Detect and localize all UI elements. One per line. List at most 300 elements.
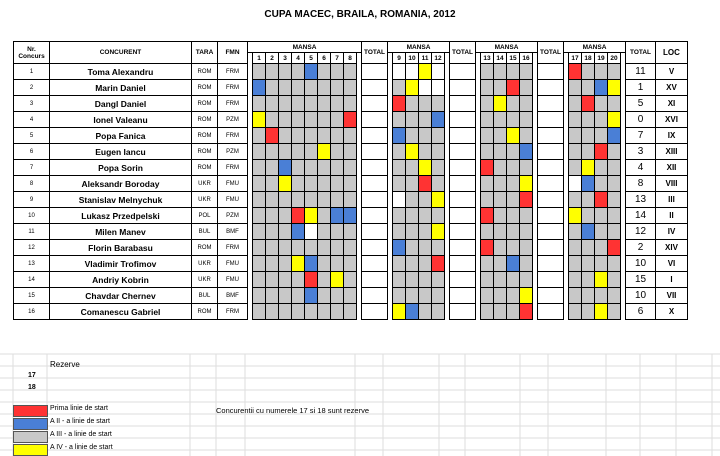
competitor-loc: XVI bbox=[656, 112, 688, 128]
group-total bbox=[450, 176, 476, 192]
heat-cell bbox=[266, 64, 279, 80]
competitor-tara: ROM bbox=[192, 128, 218, 144]
group-total bbox=[538, 240, 564, 256]
competitor-name: Milen Manev bbox=[50, 224, 192, 240]
competitor-total: 13 bbox=[626, 192, 656, 208]
row-nr: 11 bbox=[14, 224, 50, 240]
heat-cell bbox=[266, 240, 279, 256]
heat-cell bbox=[266, 112, 279, 128]
table-row bbox=[14, 160, 688, 176]
heat-cell bbox=[481, 112, 494, 128]
heat-cell bbox=[507, 128, 520, 144]
heat-cell bbox=[393, 288, 406, 304]
header-concurent: CONCURENT bbox=[50, 42, 192, 64]
competitor-name: Aleksandr Boroday bbox=[50, 176, 192, 192]
heat-cell bbox=[318, 128, 331, 144]
heat-cell bbox=[292, 112, 305, 128]
heat-cell bbox=[507, 240, 520, 256]
legend-label: A III - a linie de start bbox=[50, 431, 112, 438]
heat-cell bbox=[569, 64, 582, 80]
table-row bbox=[14, 96, 688, 112]
heat-cell bbox=[608, 272, 621, 288]
competitor-total: 2 bbox=[626, 240, 656, 256]
row-nr: 14 bbox=[14, 272, 50, 288]
group-total bbox=[450, 256, 476, 272]
heat-cell bbox=[266, 304, 279, 320]
heat-cell bbox=[318, 64, 331, 80]
heat-cell bbox=[279, 160, 292, 176]
competitor-total: 14 bbox=[626, 208, 656, 224]
heat-cell bbox=[393, 160, 406, 176]
group-total bbox=[538, 272, 564, 288]
heat-cell bbox=[507, 176, 520, 192]
competitor-loc: II bbox=[656, 208, 688, 224]
competitor-fmn: FMU bbox=[218, 256, 248, 272]
heat-cell bbox=[582, 144, 595, 160]
legend-swatch bbox=[13, 405, 48, 417]
heat-cell bbox=[595, 240, 608, 256]
heat-cell bbox=[292, 304, 305, 320]
group-total bbox=[538, 80, 564, 96]
heat-cell bbox=[569, 96, 582, 112]
competitor-total: 11 bbox=[626, 64, 656, 80]
heat-cell bbox=[318, 304, 331, 320]
header-mansa-number: 3 bbox=[279, 53, 292, 64]
heat-cell bbox=[419, 192, 432, 208]
legend-swatch bbox=[13, 418, 48, 430]
header-mansa-number: 6 bbox=[318, 53, 331, 64]
table-row bbox=[14, 192, 688, 208]
heat-cell bbox=[253, 64, 266, 80]
row-nr: 7 bbox=[14, 160, 50, 176]
competitor-tara: UKR bbox=[192, 176, 218, 192]
group-total bbox=[538, 176, 564, 192]
competitor-total: 0 bbox=[626, 112, 656, 128]
competitor-total: 6 bbox=[626, 304, 656, 320]
group-total bbox=[450, 272, 476, 288]
group-total bbox=[538, 288, 564, 304]
group-total bbox=[538, 96, 564, 112]
group-total bbox=[450, 64, 476, 80]
heat-cell bbox=[266, 160, 279, 176]
heat-cell bbox=[507, 272, 520, 288]
competitor-tara: UKR bbox=[192, 192, 218, 208]
competitor-total: 15 bbox=[626, 272, 656, 288]
group-total bbox=[450, 224, 476, 240]
header-gap bbox=[533, 53, 538, 64]
heat-cell bbox=[494, 256, 507, 272]
table-row bbox=[14, 240, 688, 256]
heat-cell bbox=[331, 176, 344, 192]
heat-cell bbox=[318, 176, 331, 192]
heat-cell bbox=[318, 256, 331, 272]
heat-cell bbox=[608, 224, 621, 240]
heat-cell bbox=[520, 288, 533, 304]
row-nr: 13 bbox=[14, 256, 50, 272]
competitor-fmn: PZM bbox=[218, 112, 248, 128]
table-row bbox=[14, 144, 688, 160]
heat-cell bbox=[520, 256, 533, 272]
heat-cell bbox=[419, 144, 432, 160]
heat-cell bbox=[481, 144, 494, 160]
heat-cell bbox=[595, 80, 608, 96]
table-row bbox=[14, 80, 688, 96]
competitor-tara: ROM bbox=[192, 80, 218, 96]
heat-cell bbox=[432, 288, 445, 304]
heat-cell bbox=[344, 112, 357, 128]
heat-cell bbox=[507, 96, 520, 112]
heat-cell bbox=[344, 96, 357, 112]
heat-cell bbox=[520, 240, 533, 256]
heat-cell bbox=[520, 176, 533, 192]
group-total bbox=[538, 304, 564, 320]
heat-cell bbox=[253, 256, 266, 272]
heat-cell bbox=[432, 176, 445, 192]
group-total bbox=[362, 128, 388, 144]
heat-cell bbox=[595, 272, 608, 288]
heat-cell bbox=[608, 176, 621, 192]
heat-cell bbox=[494, 64, 507, 80]
heat-cell bbox=[344, 304, 357, 320]
row-nr: 1 bbox=[14, 64, 50, 80]
rezerve-number: 17 bbox=[28, 372, 36, 379]
heat-cell bbox=[253, 96, 266, 112]
heat-cell bbox=[432, 192, 445, 208]
heat-cell bbox=[520, 208, 533, 224]
heat-cell bbox=[305, 208, 318, 224]
heat-cell bbox=[494, 192, 507, 208]
page-title: CUPA MACEC, BRAILA, ROMANIA, 2012 bbox=[264, 9, 456, 20]
table-row bbox=[14, 64, 688, 80]
heat-cell bbox=[344, 160, 357, 176]
heat-cell bbox=[344, 288, 357, 304]
heat-cell bbox=[406, 80, 419, 96]
competitor-name: Dangl Daniel bbox=[50, 96, 192, 112]
heat-cell bbox=[406, 144, 419, 160]
competitor-fmn: FRM bbox=[218, 64, 248, 80]
group-total bbox=[362, 176, 388, 192]
table-row bbox=[14, 256, 688, 272]
heat-cell bbox=[406, 160, 419, 176]
heat-cell bbox=[481, 256, 494, 272]
heat-cell bbox=[305, 224, 318, 240]
heat-cell bbox=[419, 288, 432, 304]
heat-cell bbox=[494, 128, 507, 144]
heat-cell bbox=[432, 240, 445, 256]
heat-cell bbox=[318, 224, 331, 240]
heat-cell bbox=[494, 288, 507, 304]
heat-cell bbox=[279, 304, 292, 320]
heat-cell bbox=[595, 144, 608, 160]
competitor-tara: POL bbox=[192, 208, 218, 224]
competitor-fmn: FMU bbox=[218, 176, 248, 192]
heat-cell bbox=[481, 288, 494, 304]
heat-cell bbox=[481, 160, 494, 176]
heat-cell bbox=[393, 64, 406, 80]
heat-cell bbox=[266, 208, 279, 224]
heat-cell bbox=[582, 64, 595, 80]
header-tara: TARA bbox=[192, 42, 218, 64]
competitor-tara: ROM bbox=[192, 304, 218, 320]
heat-cell bbox=[253, 128, 266, 144]
group-total bbox=[450, 144, 476, 160]
heat-cell bbox=[279, 128, 292, 144]
heat-cell bbox=[292, 80, 305, 96]
heat-cell bbox=[318, 208, 331, 224]
heat-cell bbox=[569, 128, 582, 144]
heat-cell bbox=[569, 192, 582, 208]
heat-cell bbox=[419, 64, 432, 80]
heat-cell bbox=[494, 96, 507, 112]
heat-cell bbox=[520, 304, 533, 320]
group-total bbox=[362, 240, 388, 256]
heat-cell bbox=[582, 304, 595, 320]
heat-cell bbox=[507, 160, 520, 176]
heat-cell bbox=[331, 192, 344, 208]
group-total bbox=[538, 144, 564, 160]
heat-cell bbox=[481, 80, 494, 96]
competitor-fmn: PZM bbox=[218, 208, 248, 224]
header-nr: Nr. Concurs bbox=[14, 42, 50, 64]
competitor-name: Stanislav Melnychuk bbox=[50, 192, 192, 208]
competitor-tara: ROM bbox=[192, 240, 218, 256]
competitor-tara: ROM bbox=[192, 64, 218, 80]
group-total bbox=[450, 160, 476, 176]
heat-cell bbox=[318, 288, 331, 304]
heat-cell bbox=[481, 304, 494, 320]
group-total bbox=[362, 192, 388, 208]
heat-cell bbox=[331, 80, 344, 96]
heat-cell bbox=[582, 112, 595, 128]
heat-cell bbox=[292, 176, 305, 192]
heat-cell bbox=[253, 272, 266, 288]
header-mansa-number: 12 bbox=[432, 53, 445, 64]
heat-cell bbox=[595, 192, 608, 208]
heat-cell bbox=[432, 208, 445, 224]
heat-cell bbox=[419, 240, 432, 256]
heat-cell bbox=[582, 128, 595, 144]
heat-cell bbox=[318, 192, 331, 208]
header-mansa-number: 14 bbox=[494, 53, 507, 64]
heat-cell bbox=[318, 144, 331, 160]
heat-cell bbox=[344, 128, 357, 144]
header-mansa: MANSA bbox=[476, 42, 538, 53]
competitor-total: 4 bbox=[626, 160, 656, 176]
heat-cell bbox=[305, 288, 318, 304]
heat-cell bbox=[608, 304, 621, 320]
heat-cell bbox=[393, 80, 406, 96]
table-row bbox=[14, 288, 688, 304]
table-row bbox=[14, 176, 688, 192]
heat-cell bbox=[569, 272, 582, 288]
heat-cell bbox=[507, 80, 520, 96]
group-total bbox=[362, 256, 388, 272]
heat-cell bbox=[582, 176, 595, 192]
group-total bbox=[450, 96, 476, 112]
heat-cell bbox=[279, 208, 292, 224]
legend-swatch bbox=[13, 431, 48, 443]
heat-cell bbox=[432, 128, 445, 144]
header-mansa-number: 7 bbox=[331, 53, 344, 64]
heat-cell bbox=[520, 144, 533, 160]
competitor-total: 10 bbox=[626, 288, 656, 304]
competitor-name: Marin Daniel bbox=[50, 80, 192, 96]
heat-cell bbox=[481, 272, 494, 288]
heat-cell bbox=[253, 288, 266, 304]
competitor-loc: III bbox=[656, 192, 688, 208]
header-row bbox=[14, 42, 688, 53]
heat-cell bbox=[331, 240, 344, 256]
header-fmn: FMN bbox=[218, 42, 248, 64]
heat-cell bbox=[331, 112, 344, 128]
heat-cell bbox=[582, 224, 595, 240]
heat-cell bbox=[344, 80, 357, 96]
competitor-name: Florin Barabasu bbox=[50, 240, 192, 256]
competitor-total: 7 bbox=[626, 128, 656, 144]
group-total bbox=[538, 128, 564, 144]
heat-cell bbox=[432, 272, 445, 288]
heat-cell bbox=[432, 224, 445, 240]
competitor-tara: ROM bbox=[192, 144, 218, 160]
competitor-name: Comanescu Gabriel bbox=[50, 304, 192, 320]
heat-cell bbox=[292, 192, 305, 208]
heat-cell bbox=[253, 224, 266, 240]
competitor-total: 8 bbox=[626, 176, 656, 192]
heat-cell bbox=[520, 80, 533, 96]
heat-cell bbox=[344, 176, 357, 192]
legend-swatch bbox=[13, 444, 48, 456]
group-total bbox=[538, 112, 564, 128]
competitor-total: 3 bbox=[626, 144, 656, 160]
heat-cell bbox=[292, 224, 305, 240]
heat-cell bbox=[318, 96, 331, 112]
heat-cell bbox=[393, 208, 406, 224]
heat-cell bbox=[253, 144, 266, 160]
heat-cell bbox=[507, 224, 520, 240]
heat-cell bbox=[305, 64, 318, 80]
competitor-name: Ionel Valeanu bbox=[50, 112, 192, 128]
heat-cell bbox=[393, 304, 406, 320]
heat-cell bbox=[292, 128, 305, 144]
heat-cell bbox=[520, 128, 533, 144]
heat-cell bbox=[494, 208, 507, 224]
header-mansa-number: 16 bbox=[520, 53, 533, 64]
heat-cell bbox=[253, 304, 266, 320]
heat-cell bbox=[344, 64, 357, 80]
competitor-tara: UKR bbox=[192, 256, 218, 272]
row-nr: 5 bbox=[14, 128, 50, 144]
row-nr: 6 bbox=[14, 144, 50, 160]
heat-cell bbox=[406, 272, 419, 288]
heat-cell bbox=[419, 256, 432, 272]
heat-cell bbox=[292, 64, 305, 80]
competitor-total: 5 bbox=[626, 96, 656, 112]
row-nr: 2 bbox=[14, 80, 50, 96]
heat-cell bbox=[318, 80, 331, 96]
heat-cell bbox=[344, 224, 357, 240]
heat-cell bbox=[266, 224, 279, 240]
heat-cell bbox=[481, 128, 494, 144]
table-row bbox=[14, 272, 688, 288]
heat-cell bbox=[481, 240, 494, 256]
heat-cell bbox=[292, 160, 305, 176]
heat-cell bbox=[569, 144, 582, 160]
competitor-tara: BUL bbox=[192, 224, 218, 240]
heat-cell bbox=[279, 112, 292, 128]
heat-cell bbox=[419, 224, 432, 240]
heat-cell bbox=[253, 208, 266, 224]
competitor-name: Andriy Kobrin bbox=[50, 272, 192, 288]
heat-cell bbox=[507, 144, 520, 160]
heat-cell bbox=[344, 240, 357, 256]
heat-cell bbox=[331, 128, 344, 144]
competitor-loc: VII bbox=[656, 288, 688, 304]
heat-cell bbox=[608, 112, 621, 128]
row-nr: 10 bbox=[14, 208, 50, 224]
competitor-name: Eugen Iancu bbox=[50, 144, 192, 160]
header-total: TOTAL bbox=[450, 42, 476, 64]
heat-cell bbox=[595, 96, 608, 112]
row-nr: 4 bbox=[14, 112, 50, 128]
legend-label: Prima linie de start bbox=[50, 405, 108, 412]
heat-cell bbox=[608, 144, 621, 160]
heat-cell bbox=[266, 192, 279, 208]
legend-label: A IV - a linie de start bbox=[50, 444, 113, 451]
heat-cell bbox=[292, 208, 305, 224]
heat-cell bbox=[305, 256, 318, 272]
heat-cell bbox=[331, 304, 344, 320]
heat-cell bbox=[266, 176, 279, 192]
competitor-loc: X bbox=[656, 304, 688, 320]
heat-cell bbox=[582, 272, 595, 288]
heat-cell bbox=[494, 272, 507, 288]
group-total bbox=[362, 160, 388, 176]
header-gap bbox=[357, 53, 362, 64]
results-table bbox=[13, 41, 688, 320]
group-total bbox=[450, 112, 476, 128]
heat-cell bbox=[318, 112, 331, 128]
heat-cell bbox=[292, 144, 305, 160]
header-gap bbox=[445, 53, 450, 64]
group-total bbox=[362, 144, 388, 160]
heat-cell bbox=[318, 272, 331, 288]
heat-cell bbox=[569, 224, 582, 240]
competitor-fmn: FMU bbox=[218, 272, 248, 288]
header-mansa-number: 2 bbox=[266, 53, 279, 64]
competitor-loc: V bbox=[656, 64, 688, 80]
heat-cell bbox=[494, 176, 507, 192]
competitor-loc: XIV bbox=[656, 240, 688, 256]
heat-cell bbox=[305, 304, 318, 320]
heat-cell bbox=[494, 304, 507, 320]
heat-cell bbox=[318, 160, 331, 176]
heat-cell bbox=[481, 64, 494, 80]
heat-cell bbox=[419, 160, 432, 176]
heat-cell bbox=[406, 224, 419, 240]
competitor-total: 12 bbox=[626, 224, 656, 240]
heat-cell bbox=[266, 256, 279, 272]
heat-cell bbox=[608, 240, 621, 256]
heat-cell bbox=[331, 160, 344, 176]
heat-cell bbox=[393, 240, 406, 256]
heat-cell bbox=[253, 160, 266, 176]
header-mansa-number: 17 bbox=[569, 53, 582, 64]
competitor-total: 1 bbox=[626, 80, 656, 96]
heat-cell bbox=[595, 208, 608, 224]
heat-cell bbox=[266, 272, 279, 288]
competitor-loc: XI bbox=[656, 96, 688, 112]
heat-cell bbox=[494, 240, 507, 256]
